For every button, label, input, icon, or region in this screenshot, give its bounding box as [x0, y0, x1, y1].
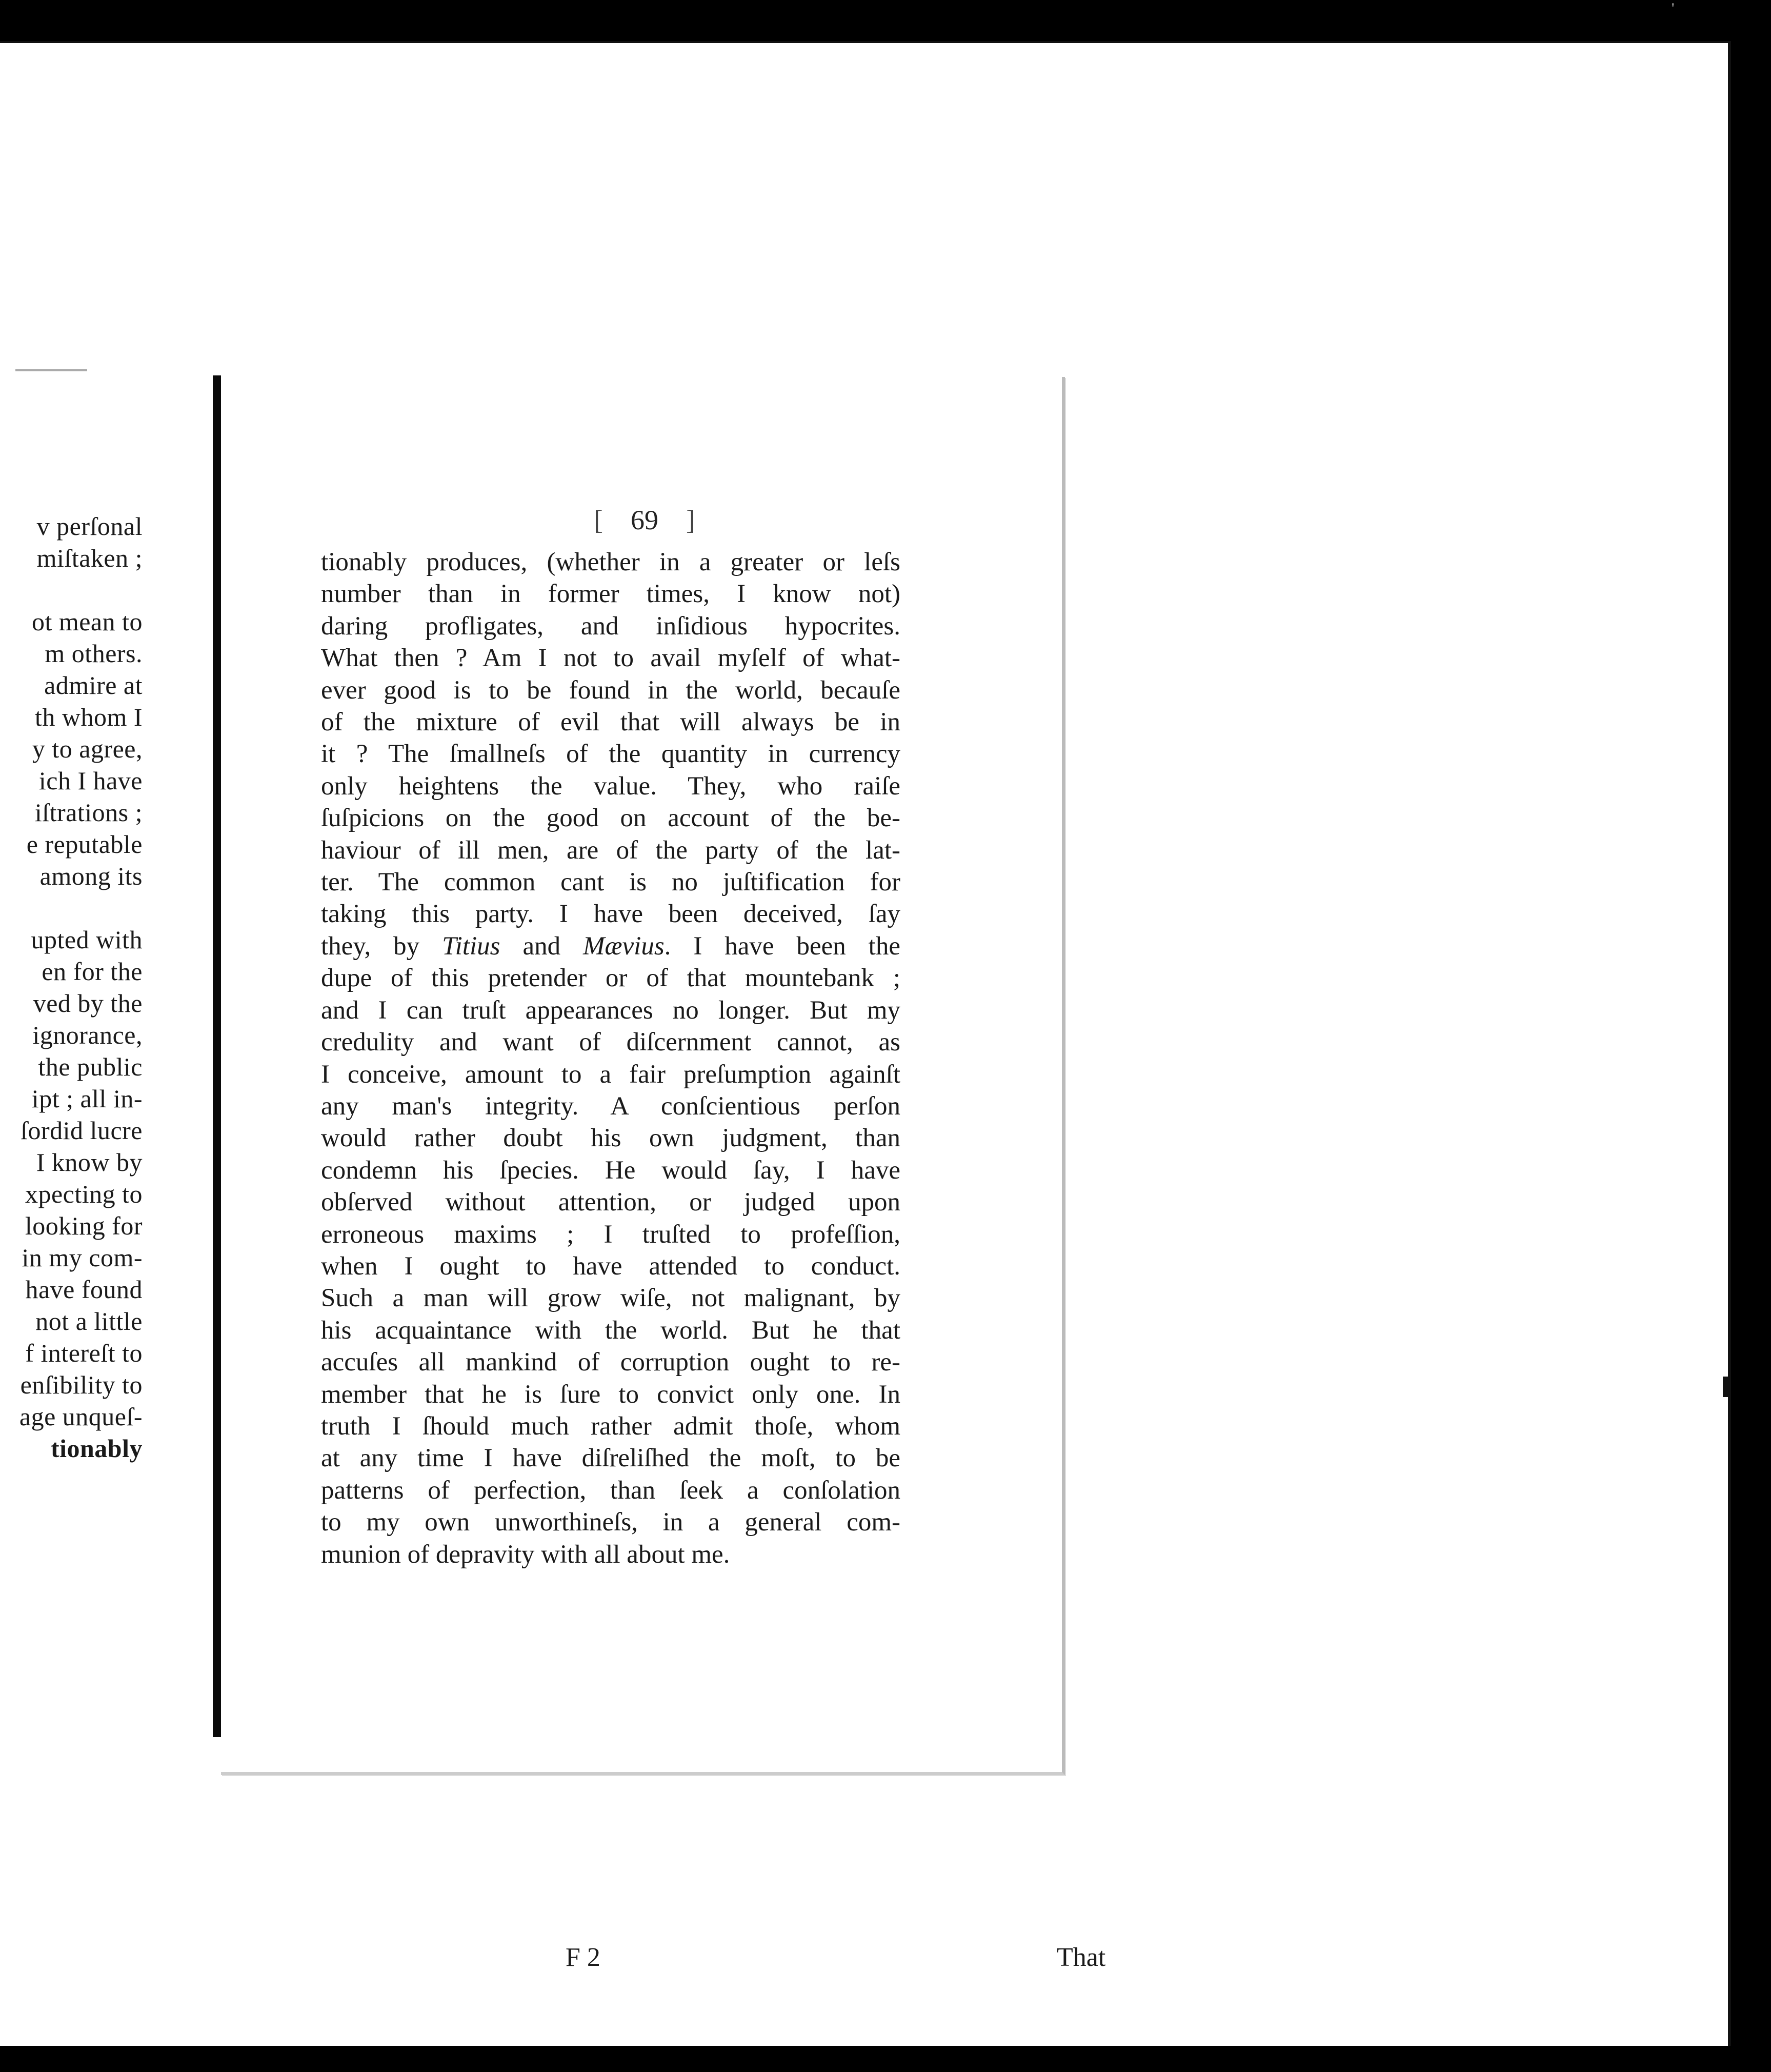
- body-line: only heightens the value. They, who raiſe: [321, 771, 900, 801]
- body-line: at any time I have diſreliſhed the moſt, to be: [321, 1444, 900, 1473]
- left-page-line: y to agree,: [32, 734, 143, 763]
- page-body-text: [321, 546, 900, 1570]
- body-line: his acquaintance with the world. But he that: [321, 1316, 900, 1345]
- italic-name: Titius: [442, 931, 500, 961]
- left-page-line: xpecting to: [25, 1180, 143, 1208]
- left-page-line: e reputable: [26, 830, 143, 859]
- left-page-line: f intereſt to: [25, 1339, 143, 1367]
- left-page-top-rule: [15, 369, 87, 371]
- body-line: munion of depravity with all about me.: [321, 1540, 730, 1569]
- catchword: That: [1057, 1943, 1106, 1972]
- frame-notch-mark: ': [1672, 0, 1675, 17]
- body-line: and I can truſt appearances no longer. But my: [321, 995, 900, 1025]
- left-page-line: have found: [25, 1275, 143, 1304]
- italic-name: Mævius: [583, 931, 665, 961]
- body-line: What then ? Am I not to avail myſelf of what-: [321, 644, 900, 673]
- page-number-open-bracket: [: [594, 505, 603, 535]
- left-page-line: th whom I: [34, 703, 143, 731]
- body-line: erroneous maxims ; I truſted to profeſſion,: [321, 1220, 900, 1249]
- left-page-line: miſtaken ;: [36, 544, 143, 572]
- page-number-value: 69: [631, 505, 658, 535]
- body-line: of the mixture of evil that will always be in: [321, 708, 900, 737]
- left-page-line: ſordid lucre: [21, 1116, 143, 1145]
- body-line: I conceive, amount to a fair preſumption againſt: [321, 1060, 900, 1089]
- body-line: tionably produces, (whether in a greater or leſs: [321, 548, 900, 576]
- left-page-line: among its: [39, 862, 143, 890]
- page-number: [557, 504, 732, 536]
- body-line: taking this party. I have been deceived, ſay: [321, 900, 900, 929]
- book-gutter: [213, 375, 221, 1737]
- body-line: obſerved without attention, or judged upon: [321, 1188, 900, 1217]
- body-line: ever good is to be found in the world, becauſe: [321, 675, 900, 705]
- body-line: daring profligates, and inſidious hypocrites.: [321, 611, 900, 641]
- right-page: [221, 377, 1106, 1972]
- left-page-line: ipt ; all in-: [31, 1084, 143, 1113]
- body-line: number than in former times, I know not): [321, 580, 900, 609]
- left-page-line: ignorance,: [32, 1021, 143, 1049]
- body-line: ter. The common cant is no juſtification for: [321, 868, 900, 897]
- left-page-line: ved by the: [33, 989, 143, 1018]
- body-line: accuſes all mankind of corruption ought to re-: [321, 1348, 900, 1377]
- left-page: [0, 369, 213, 1754]
- body-line: it ? The ſmallneſs of the quantity in currency: [321, 740, 900, 769]
- body-line: patterns of perfection, than ſeek a conſolation: [321, 1476, 900, 1505]
- body-line: truth I ſhould much rather admit thoſe, whom: [321, 1411, 900, 1441]
- left-page-line: in my com-: [22, 1243, 143, 1272]
- left-page-line: looking for: [25, 1211, 143, 1240]
- body-line: credulity and want of diſcernment cannot, as: [321, 1028, 900, 1057]
- frame-edge-mark: [1723, 1377, 1728, 1397]
- left-page-line: ich I have: [38, 766, 143, 795]
- left-page-line: age unqueſ-: [19, 1402, 143, 1431]
- body-line: when I ought to have attended to conduct.: [321, 1251, 900, 1281]
- left-page-line: upted with: [31, 925, 143, 954]
- left-page-line: not a little: [35, 1307, 143, 1336]
- body-line: ſuſpicions on the good on account of the be-: [321, 804, 900, 833]
- page-number-close-bracket: ]: [686, 505, 695, 535]
- left-page-line: en for the: [42, 957, 143, 986]
- body-line: they, by Titius and Mævius. I have been the: [321, 931, 900, 961]
- body-line: dupe of this pretender or of that mountebank ;: [321, 964, 900, 993]
- left-page-line: I know by: [36, 1148, 143, 1177]
- left-page-line: ot mean to: [31, 607, 143, 636]
- left-page-line: the public: [38, 1052, 143, 1081]
- left-page-line: v perſonal: [36, 512, 143, 541]
- body-line: condemn his ſpecies. He would ſay, I have: [321, 1155, 900, 1185]
- left-page-line: m others.: [45, 639, 143, 668]
- left-page-line: iſtrations ;: [34, 798, 143, 827]
- body-line: would rather doubt his own judgment, than: [321, 1124, 900, 1153]
- signature-mark: F 2: [566, 1943, 600, 1972]
- body-line: any man's integrity. A conſcientious perſon: [321, 1091, 900, 1121]
- body-line: Such a man will grow wiſe, not malignant, by: [321, 1284, 900, 1313]
- left-page-line: admire at: [44, 671, 143, 700]
- left-page-line: tionably: [50, 1434, 143, 1463]
- left-page-line: enſibility to: [20, 1370, 143, 1399]
- body-line: member that he is ſure to convict only one. In: [321, 1380, 900, 1409]
- body-line: to my own unworthineſs, in a general com-: [321, 1508, 900, 1537]
- body-line: haviour of ill men, are of the party of the lat-: [321, 835, 900, 865]
